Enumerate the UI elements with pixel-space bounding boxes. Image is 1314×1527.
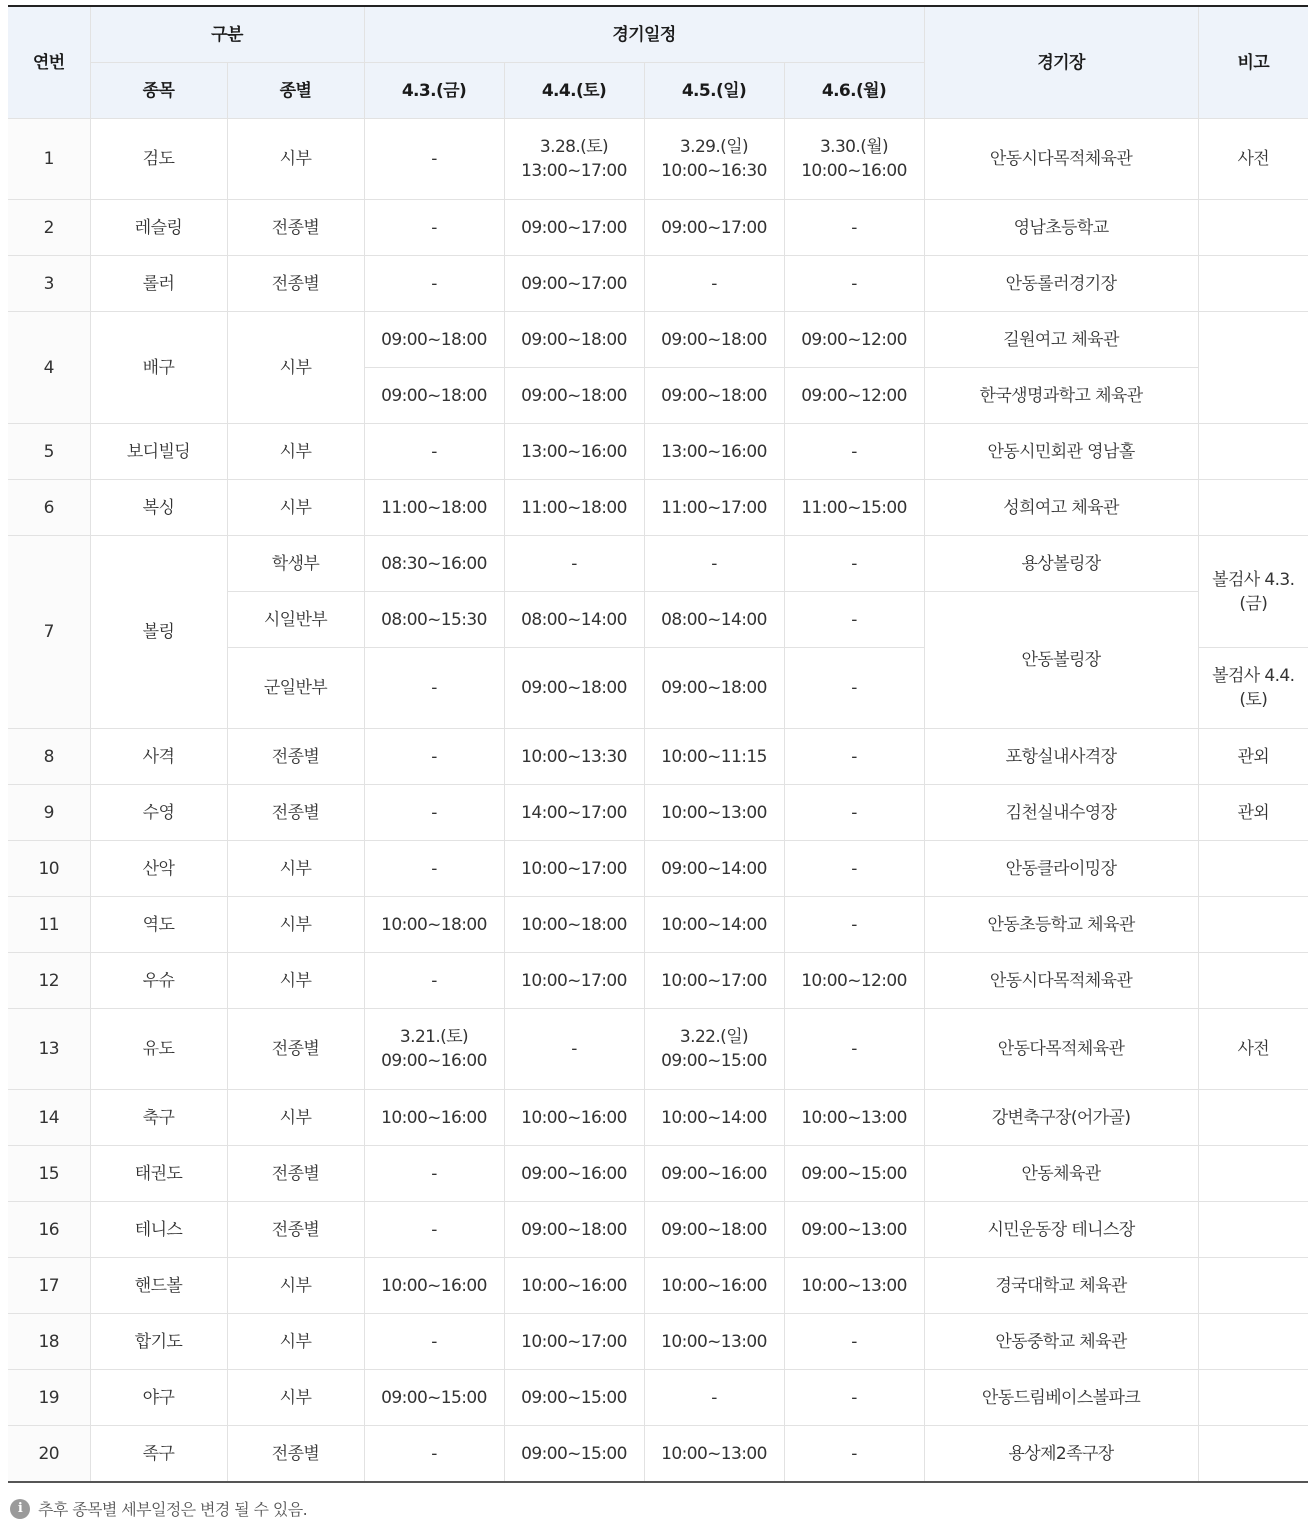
sport-cell: 복싱: [90, 480, 227, 536]
schedule-cell: -: [784, 1314, 924, 1370]
schedule-cell: -: [784, 200, 924, 256]
schedule-cell: -: [784, 841, 924, 897]
sport-cell: 역도: [90, 897, 227, 953]
division-cell: 군일반부: [227, 648, 364, 729]
remarks-cell: [1198, 424, 1308, 480]
seq-cell: 9: [8, 785, 90, 841]
schedule-cell: -: [364, 424, 504, 480]
remarks-cell: [1198, 1090, 1308, 1146]
schedule-cell: 08:00~14:00: [644, 592, 784, 648]
division-cell: 시부: [227, 897, 364, 953]
table-row: [8, 1202, 1308, 1258]
schedule-cell: 3.28.(토) 13:00~17:00: [504, 119, 644, 200]
table-row: [8, 312, 1308, 368]
remarks-cell: [1198, 841, 1308, 897]
schedule-cell: -: [784, 648, 924, 729]
schedule-cell: 13:00~16:00: [644, 424, 784, 480]
seq-cell: 13: [8, 1009, 90, 1090]
schedule-cell: 09:00~18:00: [504, 648, 644, 729]
table-row: [8, 729, 1308, 785]
sport-cell: 우슈: [90, 953, 227, 1009]
schedule-cell: 09:00~15:00: [784, 1146, 924, 1202]
sport-cell: 축구: [90, 1090, 227, 1146]
table-row: [8, 536, 1308, 592]
schedule-cell: 09:00~18:00: [644, 648, 784, 729]
seq-cell: 14: [8, 1090, 90, 1146]
table-body: [8, 119, 1308, 1483]
venue-cell: 안동시다목적체육관: [924, 953, 1198, 1009]
schedule-cell: 09:00~18:00: [644, 1202, 784, 1258]
header-schedule: 경기일정: [364, 6, 924, 63]
schedule-cell: -: [644, 256, 784, 312]
sport-cell: 검도: [90, 119, 227, 200]
venue-cell: 안동드림베이스볼파크: [924, 1370, 1198, 1426]
seq-cell: 16: [8, 1202, 90, 1258]
schedule-cell: 10:00~16:00: [364, 1258, 504, 1314]
sport-cell: 롤러: [90, 256, 227, 312]
table-row: [8, 953, 1308, 1009]
schedule-cell: 09:00~16:00: [644, 1146, 784, 1202]
venue-cell: 강변축구장(어가골): [924, 1090, 1198, 1146]
schedule-cell: -: [784, 536, 924, 592]
division-cell: 시부: [227, 841, 364, 897]
schedule-cell: 10:00~11:15: [644, 729, 784, 785]
schedule-cell: 11:00~18:00: [364, 480, 504, 536]
schedule-cell: -: [784, 256, 924, 312]
schedule-cell: -: [364, 1314, 504, 1370]
schedule-cell: 10:00~17:00: [504, 841, 644, 897]
sport-cell: 수영: [90, 785, 227, 841]
schedule-cell: 3.21.(토) 09:00~16:00: [364, 1009, 504, 1090]
remarks-cell: [1198, 1146, 1308, 1202]
table-row: [8, 1258, 1308, 1314]
header-venue: 경기장: [924, 6, 1198, 119]
schedule-cell: 10:00~18:00: [504, 897, 644, 953]
division-cell: 시부: [227, 424, 364, 480]
schedule-cell: -: [364, 119, 504, 200]
sport-cell: 핸드볼: [90, 1258, 227, 1314]
schedule-cell: -: [364, 200, 504, 256]
schedule-cell: 09:00~17:00: [644, 200, 784, 256]
venue-cell: 김천실내수영장: [924, 785, 1198, 841]
division-cell: 시부: [227, 1370, 364, 1426]
schedule-cell: 10:00~13:00: [644, 785, 784, 841]
sport-cell: 레슬링: [90, 200, 227, 256]
table-row: [8, 1426, 1308, 1483]
division-cell: 전종별: [227, 1009, 364, 1090]
remarks-cell: [1198, 1370, 1308, 1426]
venue-cell: 안동시다목적체육관: [924, 119, 1198, 200]
table-row: [8, 1009, 1308, 1090]
sport-cell: 볼링: [90, 536, 227, 729]
schedule-cell: 09:00~15:00: [504, 1370, 644, 1426]
schedule-cell: -: [784, 785, 924, 841]
schedule-cell: -: [784, 1426, 924, 1483]
schedule-cell: 09:00~18:00: [504, 312, 644, 368]
schedule-cell: -: [364, 953, 504, 1009]
schedule-cell: 13:00~16:00: [504, 424, 644, 480]
sport-cell: 야구: [90, 1370, 227, 1426]
venue-cell: 성희여고 체육관: [924, 480, 1198, 536]
header-sport: 종목: [90, 63, 227, 119]
division-cell: 시부: [227, 312, 364, 424]
seq-cell: 7: [8, 536, 90, 729]
schedule-cell: 09:00~16:00: [504, 1146, 644, 1202]
schedule-cell: 10:00~17:00: [504, 1314, 644, 1370]
sport-cell: 산악: [90, 841, 227, 897]
table-row: [8, 1090, 1308, 1146]
schedule-table-container: [8, 5, 1308, 1483]
remarks-cell: [1198, 312, 1308, 424]
schedule-cell: 09:00~17:00: [504, 200, 644, 256]
remarks-cell: 관외: [1198, 785, 1308, 841]
division-cell: 전종별: [227, 256, 364, 312]
table-row: [8, 424, 1308, 480]
division-cell: 전종별: [227, 1146, 364, 1202]
schedule-cell: 10:00~14:00: [644, 1090, 784, 1146]
schedule-cell: 09:00~17:00: [504, 256, 644, 312]
division-cell: 전종별: [227, 1426, 364, 1483]
footnote-text: 추후 종목별 세부일정은 변경 될 수 있음.: [38, 1500, 308, 1519]
venue-cell: 안동체육관: [924, 1146, 1198, 1202]
table-row: [8, 1314, 1308, 1370]
venue-cell: 안동중학교 체육관: [924, 1314, 1198, 1370]
schedule-cell: -: [504, 536, 644, 592]
header-date-1: 4.3.(금): [364, 63, 504, 119]
division-cell: 시부: [227, 480, 364, 536]
header-seq: 연번: [8, 6, 90, 119]
remarks-cell: [1198, 1258, 1308, 1314]
schedule-cell: 11:00~18:00: [504, 480, 644, 536]
division-cell: 학생부: [227, 536, 364, 592]
venue-cell: 길원여고 체육관: [924, 312, 1198, 368]
sport-cell: 보디빌딩: [90, 424, 227, 480]
schedule-cell: 09:00~18:00: [364, 312, 504, 368]
schedule-cell: -: [784, 729, 924, 785]
schedule-cell: 10:00~13:00: [644, 1426, 784, 1483]
remarks-cell: [1198, 200, 1308, 256]
seq-cell: 3: [8, 256, 90, 312]
venue-cell: 안동롤러경기장: [924, 256, 1198, 312]
header-date-4: 4.6.(월): [784, 63, 924, 119]
schedule-cell: 10:00~13:30: [504, 729, 644, 785]
division-cell: 시부: [227, 1090, 364, 1146]
remarks-cell: 관외: [1198, 729, 1308, 785]
schedule-cell: -: [364, 1146, 504, 1202]
schedule-cell: 11:00~15:00: [784, 480, 924, 536]
schedule-table: [8, 5, 1308, 1483]
division-cell: 전종별: [227, 200, 364, 256]
sport-cell: 사격: [90, 729, 227, 785]
table-row: [8, 256, 1308, 312]
seq-cell: 17: [8, 1258, 90, 1314]
sport-cell: 테니스: [90, 1202, 227, 1258]
schedule-cell: -: [784, 424, 924, 480]
seq-cell: 19: [8, 1370, 90, 1426]
schedule-cell: 09:00~18:00: [504, 1202, 644, 1258]
schedule-cell: 10:00~18:00: [364, 897, 504, 953]
table-row: [8, 480, 1308, 536]
schedule-cell: 10:00~16:00: [504, 1258, 644, 1314]
remarks-cell: [1198, 1202, 1308, 1258]
schedule-cell: 10:00~13:00: [784, 1090, 924, 1146]
schedule-cell: 08:00~14:00: [504, 592, 644, 648]
schedule-cell: 10:00~16:00: [364, 1090, 504, 1146]
schedule-cell: 10:00~13:00: [644, 1314, 784, 1370]
table-row: [8, 785, 1308, 841]
seq-cell: 1: [8, 119, 90, 200]
venue-cell: 안동다목적체육관: [924, 1009, 1198, 1090]
header-remarks: 비고: [1198, 6, 1308, 119]
division-cell: 시부: [227, 953, 364, 1009]
schedule-cell: 09:00~18:00: [504, 368, 644, 424]
venue-cell: 용상볼링장: [924, 536, 1198, 592]
schedule-cell: 09:00~18:00: [644, 312, 784, 368]
sport-cell: 합기도: [90, 1314, 227, 1370]
schedule-cell: -: [364, 729, 504, 785]
seq-cell: 2: [8, 200, 90, 256]
header-date-3: 4.5.(일): [644, 63, 784, 119]
venue-cell: 안동초등학교 체육관: [924, 897, 1198, 953]
schedule-cell: 09:00~12:00: [784, 368, 924, 424]
schedule-cell: 11:00~17:00: [644, 480, 784, 536]
schedule-cell: 09:00~12:00: [784, 312, 924, 368]
schedule-cell: -: [644, 1370, 784, 1426]
division-cell: 전종별: [227, 729, 364, 785]
seq-cell: 6: [8, 480, 90, 536]
division-cell: 전종별: [227, 785, 364, 841]
schedule-cell: 09:00~15:00: [364, 1370, 504, 1426]
sport-cell: 유도: [90, 1009, 227, 1090]
table-row: [8, 200, 1308, 256]
schedule-cell: -: [784, 897, 924, 953]
venue-cell: 안동볼링장: [924, 592, 1198, 729]
schedule-cell: 10:00~14:00: [644, 897, 784, 953]
schedule-cell: -: [364, 785, 504, 841]
header-category: 구분: [90, 6, 364, 63]
table-row: [8, 1370, 1308, 1426]
schedule-cell: 10:00~17:00: [504, 953, 644, 1009]
remarks-cell: [1198, 953, 1308, 1009]
division-cell: 시부: [227, 1314, 364, 1370]
remarks-cell: 사전: [1198, 119, 1308, 200]
venue-cell: 영남초등학교: [924, 200, 1198, 256]
schedule-cell: 08:30~16:00: [364, 536, 504, 592]
schedule-cell: 10:00~16:00: [644, 1258, 784, 1314]
remarks-cell: [1198, 480, 1308, 536]
schedule-cell: -: [504, 1009, 644, 1090]
schedule-cell: -: [364, 256, 504, 312]
schedule-cell: 3.22.(일) 09:00~15:00: [644, 1009, 784, 1090]
seq-cell: 20: [8, 1426, 90, 1483]
schedule-cell: -: [364, 1202, 504, 1258]
schedule-cell: 14:00~17:00: [504, 785, 644, 841]
schedule-cell: 09:00~13:00: [784, 1202, 924, 1258]
venue-cell: 안동시민회관 영남홀: [924, 424, 1198, 480]
schedule-cell: -: [784, 1370, 924, 1426]
remarks-cell: [1198, 256, 1308, 312]
table-row: [8, 1146, 1308, 1202]
venue-cell: 한국생명과학고 체육관: [924, 368, 1198, 424]
venue-cell: 포항실내사격장: [924, 729, 1198, 785]
remarks-cell: 사전: [1198, 1009, 1308, 1090]
venue-cell: 시민운동장 테니스장: [924, 1202, 1198, 1258]
seq-cell: 11: [8, 897, 90, 953]
schedule-cell: 09:00~18:00: [644, 368, 784, 424]
seq-cell: 8: [8, 729, 90, 785]
info-icon: i: [10, 1499, 30, 1519]
seq-cell: 18: [8, 1314, 90, 1370]
schedule-cell: 10:00~12:00: [784, 953, 924, 1009]
schedule-cell: -: [364, 648, 504, 729]
schedule-cell: 09:00~14:00: [644, 841, 784, 897]
division-cell: 시부: [227, 1258, 364, 1314]
seq-cell: 12: [8, 953, 90, 1009]
schedule-cell: -: [364, 1426, 504, 1483]
schedule-cell: -: [364, 841, 504, 897]
seq-cell: 10: [8, 841, 90, 897]
remarks-cell: 볼검사 4.3.(금): [1198, 536, 1308, 648]
seq-cell: 4: [8, 312, 90, 424]
venue-cell: 용상제2족구장: [924, 1426, 1198, 1483]
footnote: [10, 1497, 307, 1520]
schedule-cell: -: [784, 592, 924, 648]
header-division: 종별: [227, 63, 364, 119]
schedule-cell: 3.29.(일) 10:00~16:30: [644, 119, 784, 200]
schedule-cell: 10:00~17:00: [644, 953, 784, 1009]
schedule-cell: -: [644, 536, 784, 592]
schedule-cell: 08:00~15:30: [364, 592, 504, 648]
division-cell: 시부: [227, 119, 364, 200]
schedule-cell: 10:00~13:00: [784, 1258, 924, 1314]
remarks-cell: [1198, 1426, 1308, 1483]
venue-cell: 안동클라이밍장: [924, 841, 1198, 897]
venue-cell: 경국대학교 체육관: [924, 1258, 1198, 1314]
seq-cell: 15: [8, 1146, 90, 1202]
remarks-cell: 볼검사 4.4.(토): [1198, 648, 1308, 729]
table-row: [8, 119, 1308, 200]
sport-cell: 족구: [90, 1426, 227, 1483]
schedule-cell: 3.30.(월) 10:00~16:00: [784, 119, 924, 200]
table-row: [8, 897, 1308, 953]
header-date-2: 4.4.(토): [504, 63, 644, 119]
sport-cell: 배구: [90, 312, 227, 424]
schedule-cell: 09:00~15:00: [504, 1426, 644, 1483]
schedule-cell: 09:00~18:00: [364, 368, 504, 424]
sport-cell: 태권도: [90, 1146, 227, 1202]
division-cell: 시일반부: [227, 592, 364, 648]
remarks-cell: [1198, 1314, 1308, 1370]
schedule-cell: -: [784, 1009, 924, 1090]
table-row: [8, 841, 1308, 897]
division-cell: 전종별: [227, 1202, 364, 1258]
table-header: [8, 6, 1308, 119]
schedule-cell: 10:00~16:00: [504, 1090, 644, 1146]
remarks-cell: [1198, 897, 1308, 953]
seq-cell: 5: [8, 424, 90, 480]
